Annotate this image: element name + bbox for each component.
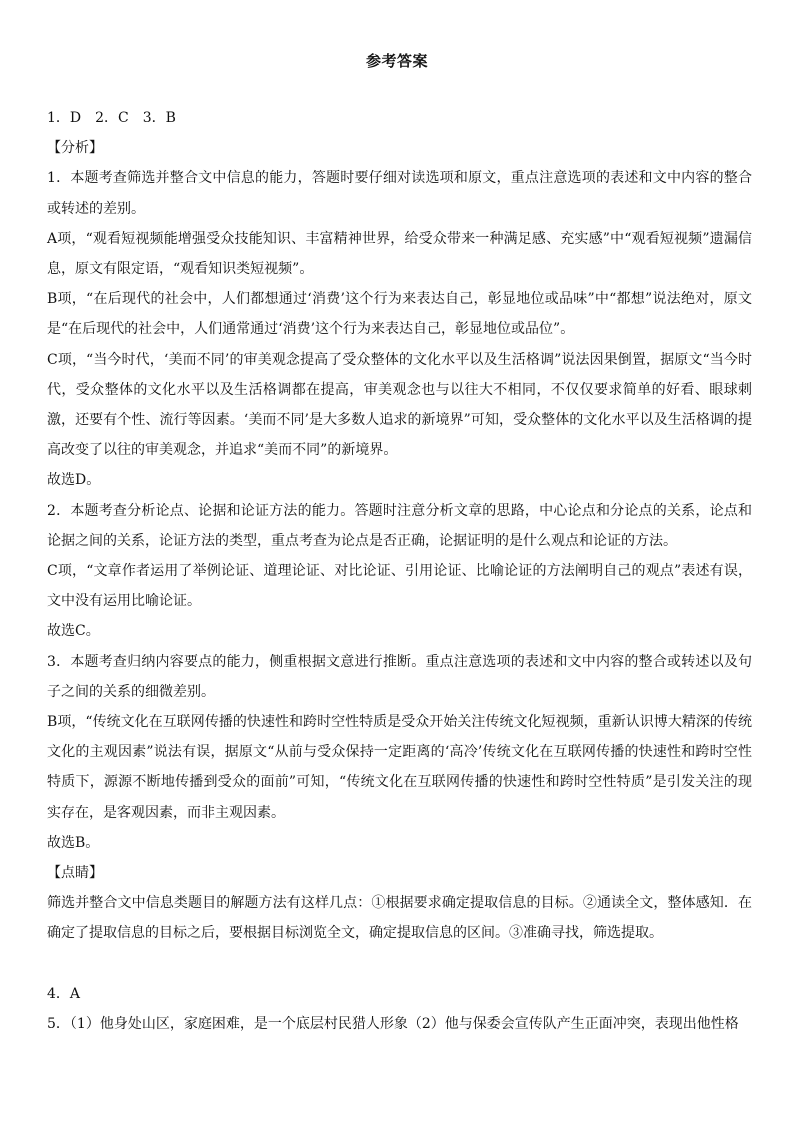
q2-intro: 2．本题考查分析论点、论据和论证方法的能力。答题时注意分析文章的思路，中心论点和分论点的关系，论点和论据之间的关系，论证方法的类型，重点考查为论点是否正确，论据证明的是什么观点和论证的方法。 xyxy=(47,502,752,549)
q3-choice: 故选B。 xyxy=(47,834,100,851)
section-comment-heading: 【点睛】 xyxy=(47,865,103,882)
answer-4: 4．A xyxy=(47,985,81,1002)
answer-5: 5．（1）他身处山区，家庭困难，是一个底层村民猎人形象（2）他与保委会宣传队产生正面冲突，表现出他性格 xyxy=(47,1015,739,1032)
q1-choice: 故选D。 xyxy=(47,472,101,489)
q3-option-b: B项，“传统文化在互联网传播的快速性和跨时空性特质是受众开始关注传统文化短视频，重新认识博大精深的传统文化的主观因素”说法有误，据原文“从前与受众保持一定距离的‘高冷’传统文化在互联网传播的快速性和跨时空性特质下，源源不断地传播到受众的面前”可知，“传统文化在互联网传播的快速性和跨时空性特质”是引发关注的现实存在，是客观因素，而非主观因素。 xyxy=(47,714,752,821)
answers-1-3: 1．D 2．C 3．B xyxy=(47,110,176,126)
answer-content xyxy=(47,103,752,1039)
q1-option-b: B项，“在后现代的社会中，人们都想通过‘消费’这个行为来表达自己，彰显地位或品味”中“都想”说法绝对，原文是“在后现代的社会中，人们通常通过‘消费’这个行为来表达自己，彰显地位或品位”。 xyxy=(47,291,752,338)
q2-choice: 故选C。 xyxy=(47,623,100,640)
q1-intro: 1．本题考查筛选并整合文中信息的能力，答题时要仔细对读选项和原文，重点注意选项的表述和文中内容的整合或转述的差别。 xyxy=(47,170,752,217)
q1-option-c: C项，“当今时代，‘美而不同’的审美观念提高了受众整体的文化水平以及生活格调”说法因果倒置，据原文“当今时代，受众整体的文化水平以及生活格调都在提高，审美观念也与以往大不相同，不仅仅要求简单的好看、眼球刺激，还要有个性、流行等因素。‘美而不同’是大多数人追求的新境界”可知，受众整体的文化水平以及生活格调的提高改变了以往的审美观念，并追求“美而不同”的新境界。 xyxy=(47,351,752,459)
comment-text: 筛选并整合文中信息类题目的解题方法有这样几点：①根据要求确定提取信息的目标。②通读全文，整体感知．在确定了提取信息的目标之后，要根据目标浏览全文，确定提取信息的区间。③准确寻找，筛选提取。 xyxy=(47,895,752,942)
section-analysis-heading: 【分析】 xyxy=(47,140,103,157)
q2-option-c: C项，“文章作者运用了举例论证、道理论证、对比论证、引用论证、比喻论证的方法阐明自己的观点”表述有误，文中没有运用比喻论证。 xyxy=(47,563,752,610)
q1-option-a: A项，“观看短视频能增强受众技能知识、丰富精神世界，给受众带来一种满足感、充实感”中“观看短视频”遗漏信息，原文有限定语，“观看知识类短视频”。 xyxy=(47,230,752,278)
q3-intro: 3．本题考查归纳内容要点的能力，侧重根据文意进行推断。重点注意选项的表述和文中内容的整合或转述以及句子之间的关系的细微差别。 xyxy=(47,653,752,700)
page-title: 参考答案 xyxy=(365,52,428,70)
spacer xyxy=(47,949,752,979)
